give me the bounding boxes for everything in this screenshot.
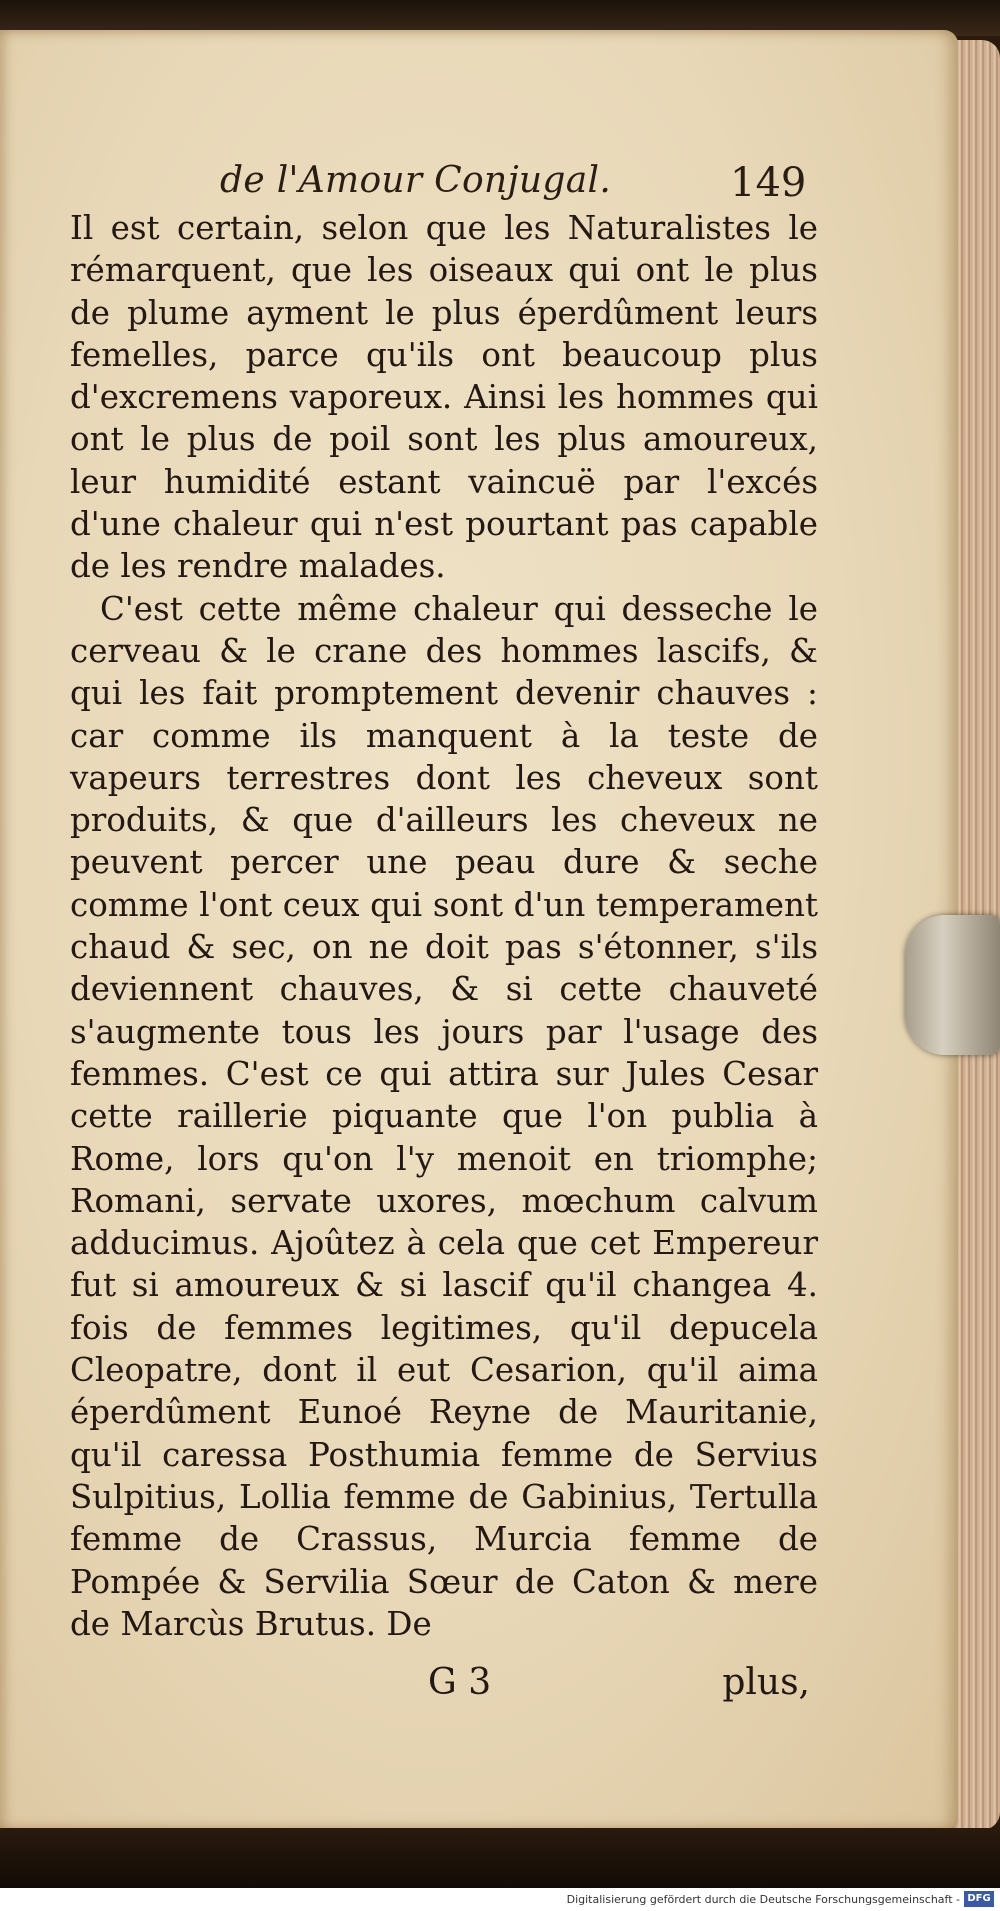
book-clasp	[905, 915, 1000, 1055]
catchword: plus,	[722, 1662, 810, 1703]
paragraph-2: C'est cette même chaleur qui desseche le cerveau & le crane des hommes lascifs, & qui les fait promptement devenir chauves : car comme ils manquent à la teste de vapeurs terrestres dont les cheveux sont produits, & que d'ailleurs les cheveux ne peuvent percer une peau dure & seche comme l'ont ceux qui sont d'un temperament chaud & sec, on ne doit pas s'étonner, s'ils deviennent chauves, & si cette chauveté s'augmente tous les jours par l'usage des femmes. C'est ce qui attira sur Jules Cesar cette raillerie piquante que l'on publia à Rome, lors qu'on l'y menoit en triomphe; Romani, servate uxores, mœchum calvum adducimus. Ajoûtez à cela que cet Empereur fut si amoureux & si lascif qu'il changea 4. fois de femmes legitimes, qu'il depucela Cleopatre, dont il eut Cesarion, qu'il aima éperdûment Eunoé Reyne de Mauritanie, qu'il caressa Posthumia femme de Servius Sulpitius, Lollia femme de Gabinius, Tertulla femme de Crassus, Murcia femme de Pompée & Servilia Sœur de Caton & mere de Marcùs Brutus. De	[70, 589, 818, 1643]
footer-credit: Digitalisierung gefördert durch die Deutsche Forschungsgemeinschaft -	[566, 1893, 960, 1906]
page-number: 149	[730, 160, 807, 206]
signature-mark: G 3	[428, 1662, 492, 1703]
body-text	[70, 207, 818, 1645]
dfg-logo-icon: DFG	[964, 1891, 994, 1907]
running-head: de l'Amour Conjugal.	[220, 160, 612, 201]
paragraph-1: Il est certain, selon que les Naturalistes le rémarquent, que les oiseaux qui ont le plus de plume ayment le plus éperdûment leurs femelles, parce qu'ils ont beaucoup plus d'excremens vaporeux. Ainsi les hommes qui ont le plus de poil sont les plus amoureux, leur humidité estant vaincuë par l'excés d'une chaleur qui n'est pourtant pas capable de les rendre malades.	[70, 209, 818, 586]
book-bottom-edge	[0, 1828, 1000, 1888]
